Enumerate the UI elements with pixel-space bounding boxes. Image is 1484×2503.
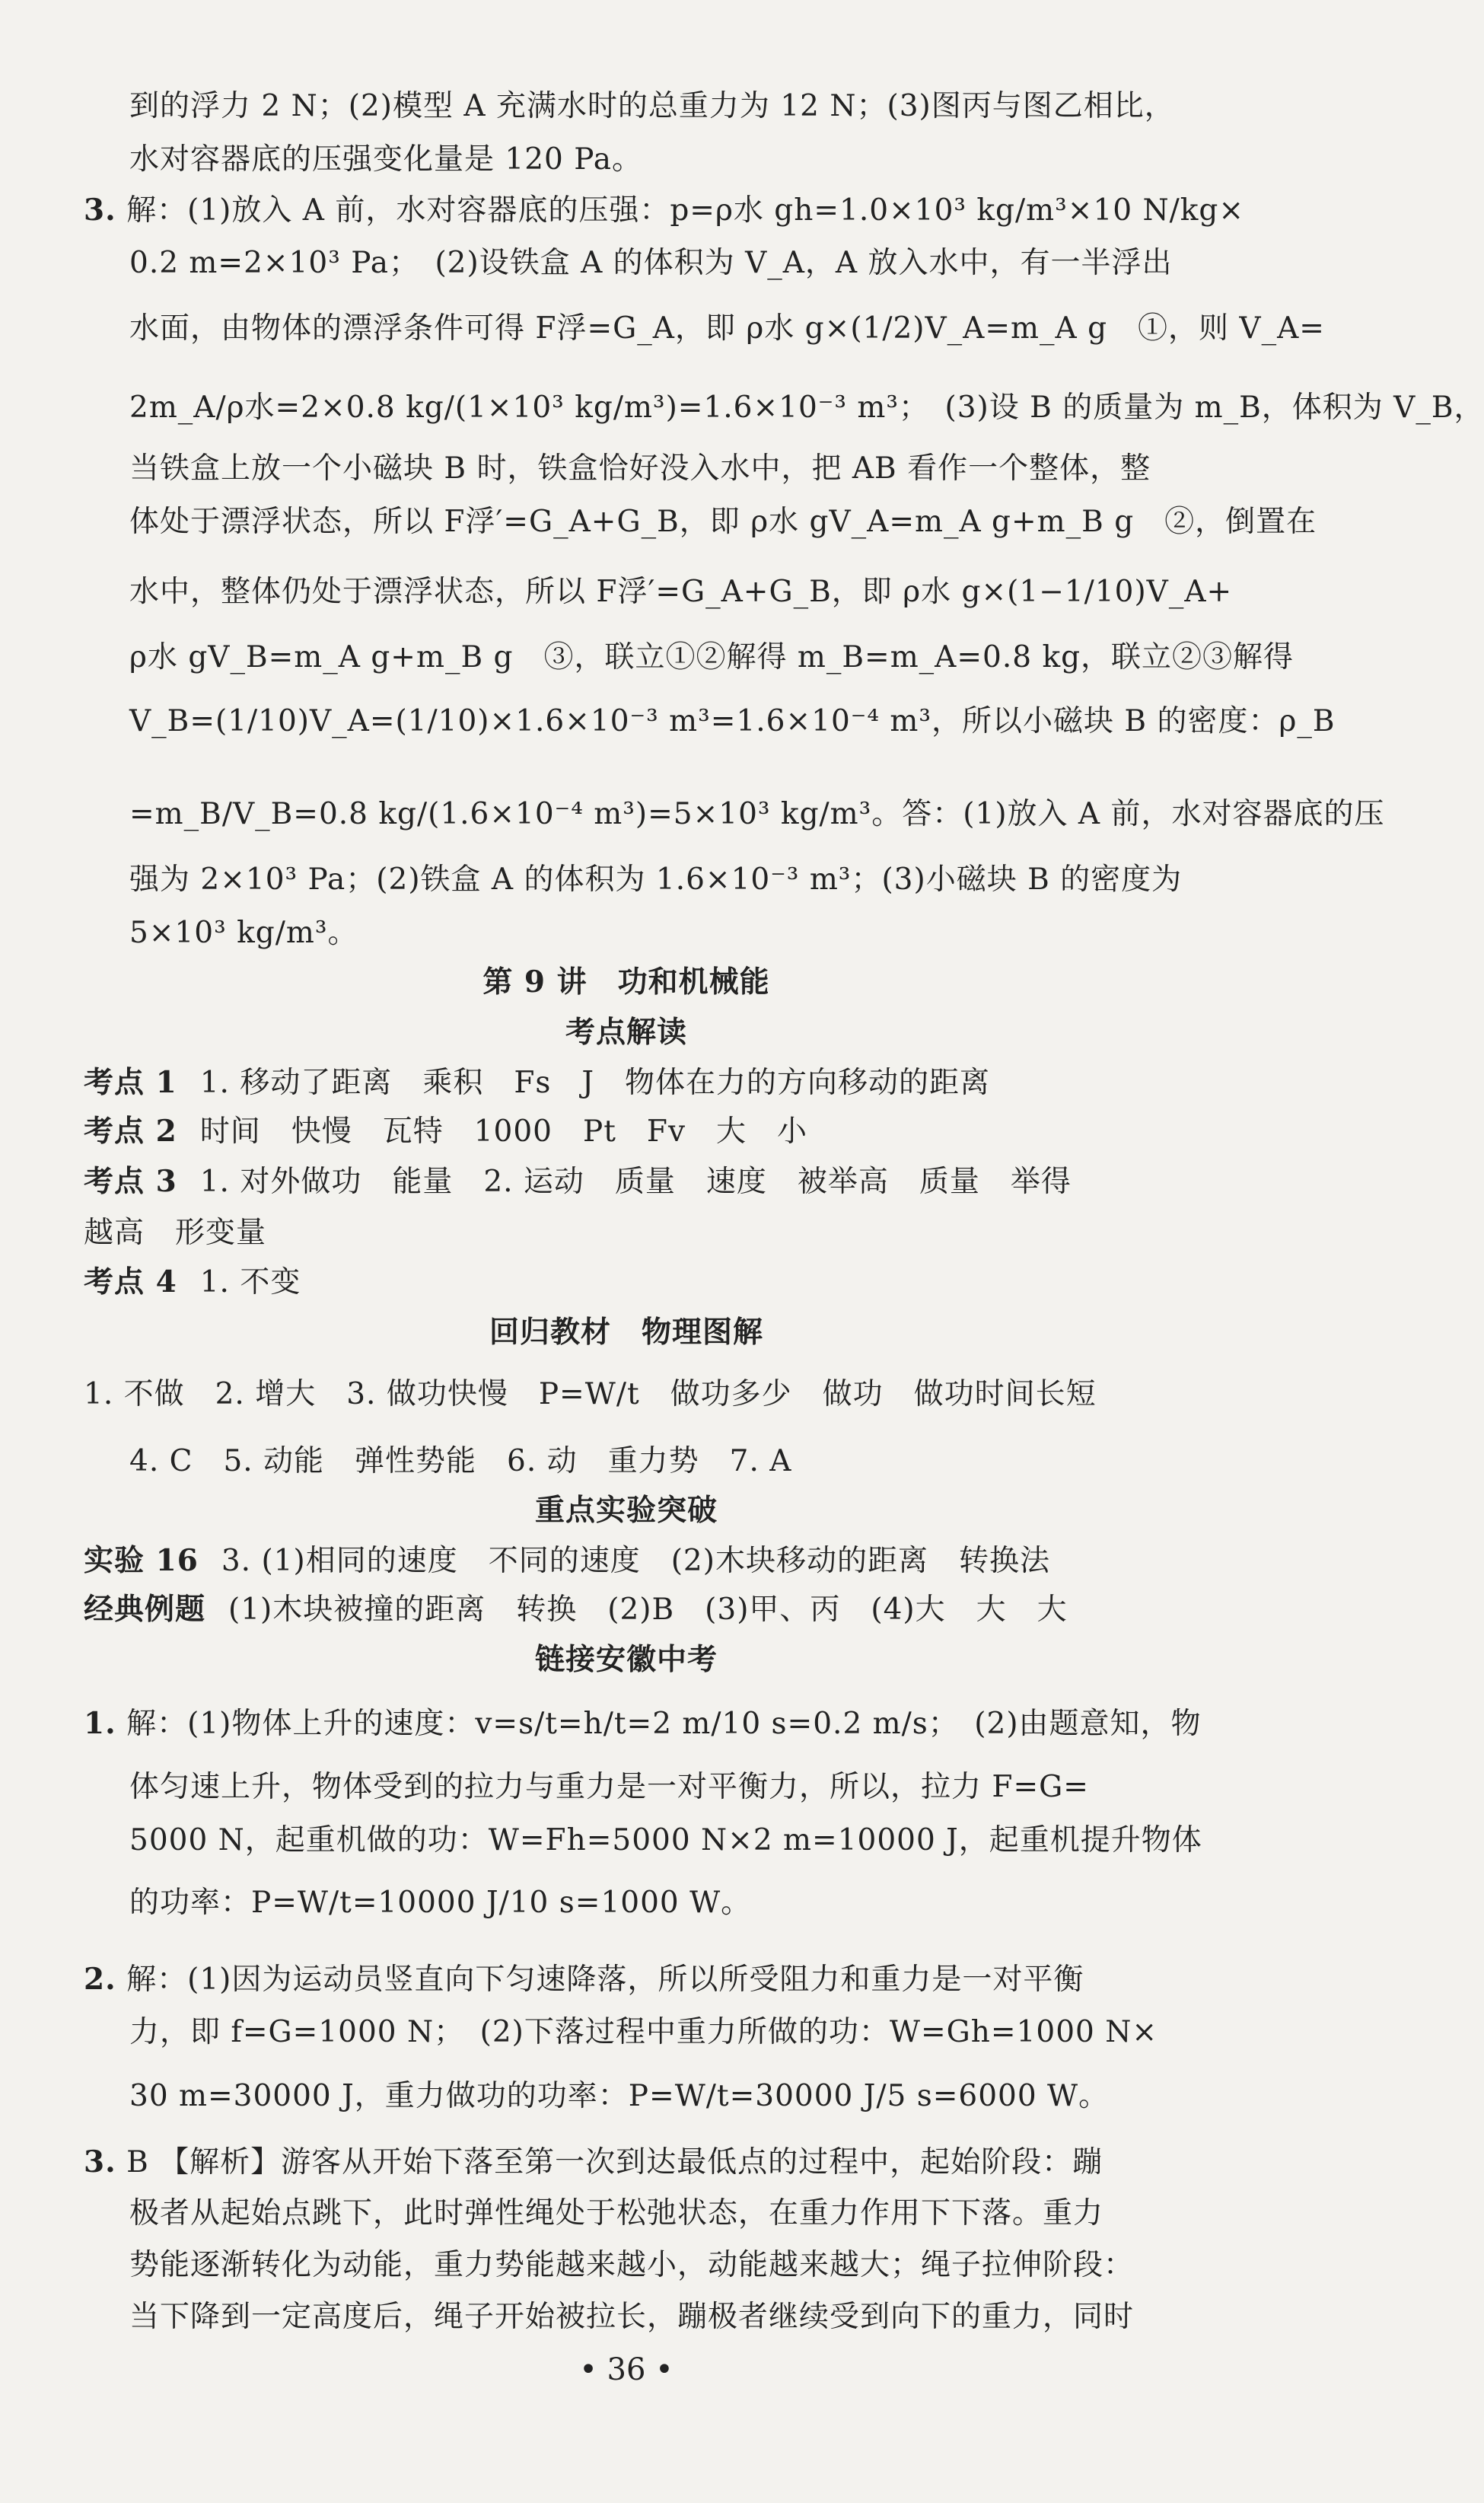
text-line: 势能逐渐转化为动能，重力势能越来越小，动能越来越大；绳子拉伸阶段： bbox=[129, 2248, 1135, 2282]
item-number: 1. bbox=[84, 1706, 116, 1741]
text-line: 1. 移动了距离 乘积 Fs J 物体在力的方向移动的距离 bbox=[199, 1066, 991, 1100]
text-line: 1. 不做 2. 增大 3. 做功快慢 P=W/t 做功多少 做功 做功时间长短 bbox=[84, 1377, 1097, 1411]
text-line: 5000 N，起重机做的功：W=Fh=5000 N×2 m=10000 J，起重机提升物体 bbox=[129, 1823, 1202, 1857]
answer-3-line bbox=[84, 187, 1245, 234]
item-number: 3. bbox=[84, 2144, 116, 2179]
text-line: 力，即 f=G=1000 N； (2)下落过程中重力所做的功：W=Gh=1000 N× bbox=[129, 2015, 1158, 2049]
answer-1-line bbox=[84, 1701, 1202, 1747]
text-line: 0.2 m=2×10³ Pa； (2)设铁盒 A 的体积为 V_A，A 放入水中，有一半浮出 bbox=[129, 246, 1173, 280]
subsection-heading: 重点实验突破 bbox=[534, 1493, 718, 1528]
text-line: 30 m=30000 J，重力做功的功率：P=W/t=30000 J/5 s=6000 W。 bbox=[129, 2079, 1110, 2113]
text-line: 4. C 5. 动能 弹性势能 6. 动 重力势 7. A bbox=[129, 1444, 792, 1478]
text-line: 解：(1)物体上升的速度：v=s/t=h/t=2 m/10 s=0.2 m/s； (2)由题意知，物 bbox=[126, 1707, 1202, 1741]
kaodian-label: 考点 3 bbox=[84, 1164, 177, 1199]
text-line: 5×10³ kg/m³。 bbox=[129, 916, 358, 950]
text-line: 解：(1)因为运动员竖直向下匀速降落，所以所受阻力和重力是一对平衡 bbox=[126, 1963, 1084, 1997]
text-line: 2m_A/ρ水=2×0.8 kg/(1×10³ kg/m³)=1.6×10⁻³ m³； (3)设 B 的质量为 m_B，体积为 V_B， bbox=[129, 391, 1484, 425]
text-line: 1. 对外做功 能量 2. 运动 质量 速度 被举高 质量 举得 bbox=[199, 1165, 1072, 1199]
text-line: 当下降到一定高度后，绳子开始被拉长，蹦极者继续受到向下的重力，同时 bbox=[129, 2300, 1135, 2334]
subsection-heading: 链接安徽中考 bbox=[534, 1642, 718, 1677]
text-line: 水面，由物体的漂浮条件可得 F浮=G_A，即 ρ水 g×(1/2)V_A=m_A g ①，则 V_A= bbox=[129, 311, 1325, 346]
text-line: 体处于漂浮状态，所以 F浮′=G_A+G_B，即 ρ水 gV_A=m_A g+m_B g ②，倒置在 bbox=[129, 505, 1317, 539]
text-line: 当铁盒上放一个小磁块 B 时，铁盒恰好没入水中，把 AB 看作一个整体，整 bbox=[129, 451, 1151, 486]
text-line: 水中，整体仍处于漂浮状态，所以 F浮′=G_A+G_B，即 ρ水 g×(1−1/10)V_A+ bbox=[129, 575, 1233, 609]
item-number: 3. bbox=[84, 193, 116, 228]
subsection-heading: 回归教材 物理图解 bbox=[489, 1315, 763, 1350]
kaodian-line bbox=[84, 1259, 1180, 1306]
kaodian-label: 考点 1 bbox=[84, 1065, 177, 1100]
example-line bbox=[84, 1586, 1180, 1633]
text-line: V_B=(1/10)V_A=(1/10)×1.6×10⁻³ m³=1.6×10⁻⁴ m³，所以小磁块 B 的密度：ρ_B bbox=[129, 704, 1336, 738]
text-line: 解：(1)放入 A 前，水对容器底的压强：p=ρ水 gh=1.0×10³ kg/m³×10 N/kg× bbox=[126, 193, 1245, 228]
kaodian-label: 考点 4 bbox=[84, 1264, 177, 1299]
kaodian-line bbox=[84, 1060, 1180, 1106]
text-line: 时间 快慢 瓦特 1000 Pt Fv 大 小 bbox=[199, 1114, 807, 1149]
text-line: 3. (1)相同的速度 不同的速度 (2)木块移动的距离 转换法 bbox=[221, 1544, 1050, 1578]
text-line: (1)木块被撞的距离 转换 (2)B (3)甲、丙 (4)大 大 大 bbox=[228, 1593, 1068, 1627]
text-line: B 【解析】游客从开始下落至第一次到达最低点的过程中，起始阶段：蹦 bbox=[126, 2145, 1103, 2179]
subsection-heading: 考点解读 bbox=[565, 1015, 687, 1050]
text-line: 极者从起始点跳下，此时弹性绳处于松弛状态，在重力作用下下落。重力 bbox=[129, 2196, 1104, 2230]
text-line: 的功率：P=W/t=10000 J/10 s=1000 W。 bbox=[129, 1886, 752, 1920]
kaodian-label: 考点 2 bbox=[84, 1114, 177, 1149]
text-line: ρ水 gV_B=m_A g+m_B g ③，联立①②解得 m_B=m_A=0.8 kg，联立②③解得 bbox=[129, 640, 1295, 674]
example-label: 经典例题 bbox=[84, 1592, 206, 1627]
text-line: 1. 不变 bbox=[199, 1265, 301, 1299]
text-line: 越高 形变量 bbox=[84, 1216, 267, 1250]
answer-2-line bbox=[84, 1956, 1180, 2003]
answer-3b-line bbox=[84, 2139, 1180, 2186]
experiment-label: 实验 16 bbox=[84, 1543, 199, 1578]
text-line: 体匀速上升，物体受到的拉力与重力是一对平衡力，所以，拉力 F=G= bbox=[129, 1770, 1089, 1804]
kaodian-line bbox=[84, 1159, 1180, 1205]
kaodian-line bbox=[84, 1108, 1180, 1155]
text-line: 到的浮力 2 N；(2)模型 A 充满水时的总重力为 12 N；(3)图丙与图乙相比， bbox=[129, 89, 1175, 123]
text-line: 水对容器底的压强变化量是 120 Pa。 bbox=[129, 142, 642, 177]
text-line: 强为 2×10³ Pa；(2)铁盒 A 的体积为 1.6×10⁻³ m³；(3)小磁块 B 的密度为 bbox=[129, 862, 1183, 897]
page-number: • 36 • bbox=[579, 2352, 674, 2387]
section-title: 第 9 讲 功和机械能 bbox=[482, 965, 770, 1000]
item-number: 2. bbox=[84, 1962, 116, 1997]
experiment-line bbox=[84, 1538, 1180, 1584]
text-line: =m_B/V_B=0.8 kg/(1.6×10⁻⁴ m³)=5×10³ kg/m³。答：(1)放入 A 前，水对容器底的压 bbox=[129, 797, 1385, 831]
